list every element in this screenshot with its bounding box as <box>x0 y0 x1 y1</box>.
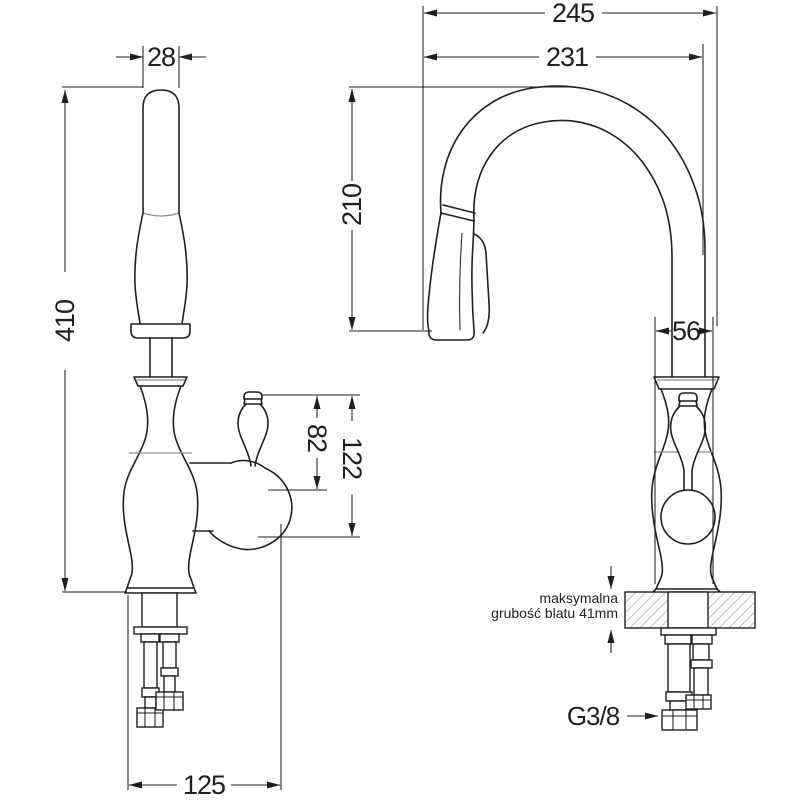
dim-label-56: 56 <box>671 316 701 346</box>
side-supply-hoses <box>662 644 712 730</box>
front-sprayhead-right <box>179 213 187 324</box>
dimension-reach-column <box>424 42 703 255</box>
front-view <box>123 90 292 727</box>
dim-label-210: 210 <box>337 183 367 227</box>
side-body-left <box>652 389 669 589</box>
dim-label-122: 122 <box>337 436 367 480</box>
side-sprayhead-nozzle <box>429 331 474 340</box>
front-threaded-shank <box>142 593 177 627</box>
counter-note-line1: maksymalna <box>539 590 618 606</box>
side-threaded-shank <box>668 592 708 628</box>
side-gooseneck-outer <box>441 86 705 377</box>
dimension-total-height <box>50 87 143 592</box>
front-neck <box>150 338 172 377</box>
front-spout-seam <box>143 213 179 216</box>
side-mounting-flange <box>661 628 716 635</box>
side-sprayhead-seam <box>441 205 475 221</box>
side-sprayhead-left <box>428 213 441 331</box>
side-gooseneck-inner <box>474 120 672 377</box>
side-handle-cap <box>679 393 697 401</box>
dimension-counter-thickness <box>491 566 618 653</box>
side-hose-nut-right <box>686 695 711 709</box>
front-supply-hoses <box>137 642 183 727</box>
thread-callout <box>567 701 658 731</box>
front-handle-cap <box>244 392 262 399</box>
front-collar <box>134 377 187 386</box>
dim-label-28: 28 <box>146 42 176 72</box>
side-handle-boss-circle <box>661 490 715 544</box>
front-spout-tube <box>143 90 179 213</box>
dimension-handle-total <box>258 396 367 537</box>
front-sprayhead-left <box>135 213 143 324</box>
thread-label-g38: G3/8 <box>566 701 620 731</box>
front-mounting-flange <box>134 627 187 634</box>
dimension-spout-width <box>116 42 206 88</box>
dim-label-245: 245 <box>551 0 595 28</box>
side-view <box>428 86 755 730</box>
side-sprayhead-back <box>474 234 489 333</box>
dim-label-410: 410 <box>50 299 80 343</box>
dim-label-125: 125 <box>182 770 226 800</box>
front-body-left <box>123 386 147 588</box>
side-hose-nut-left <box>662 710 697 730</box>
dim-label-231: 231 <box>545 42 589 72</box>
front-hose-nut-left <box>137 708 163 727</box>
side-handle-lever <box>671 406 684 490</box>
side-collar <box>654 377 719 389</box>
front-base <box>125 588 196 593</box>
counter-note-line2: grubość blatu 41mm <box>491 605 618 621</box>
front-nozzle-band <box>131 324 190 338</box>
front-hose-nut-right <box>156 692 183 710</box>
front-handle-lever <box>238 404 251 466</box>
dim-label-82: 82 <box>302 423 332 453</box>
front-body-right <box>173 386 197 588</box>
front-handle-boss <box>209 461 292 550</box>
side-sprayhead-right <box>472 221 474 331</box>
